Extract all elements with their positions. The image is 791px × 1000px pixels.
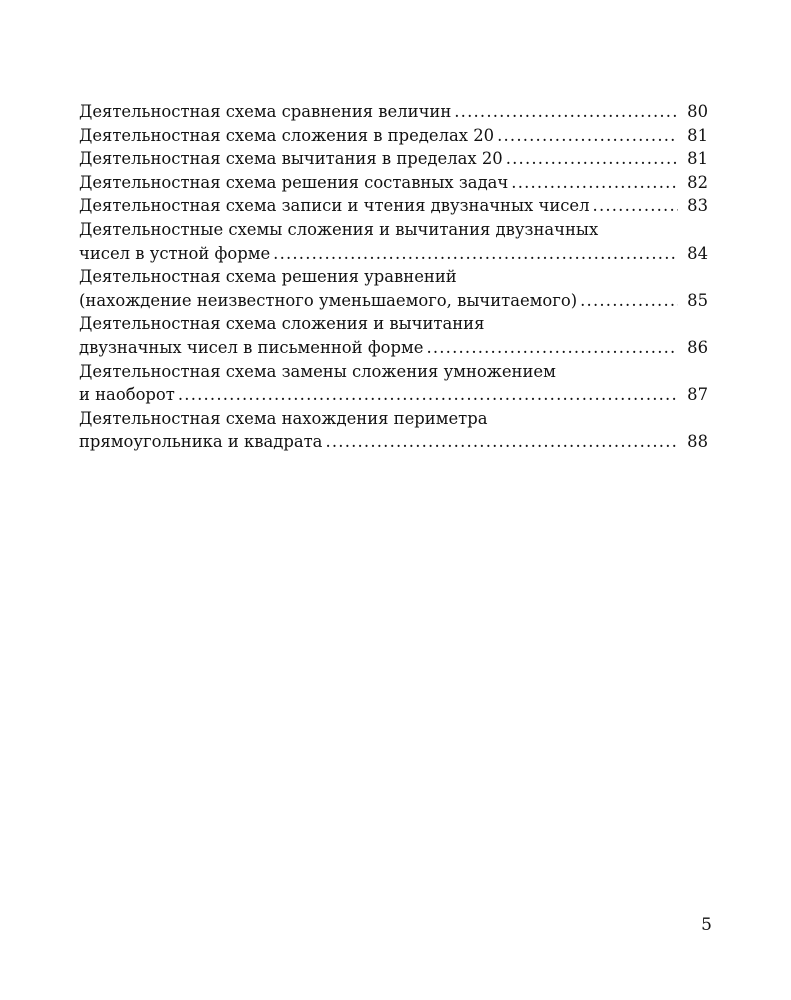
toc-entry-title: Деятельностная схема решения составных задач	[79, 172, 509, 192]
toc-entry-title-line: прямоугольника и квадрата	[79, 432, 323, 452]
toc-entry[interactable]	[79, 312, 708, 359]
toc-entry-page: 84	[687, 243, 708, 263]
toc-entry[interactable]	[79, 147, 708, 171]
toc-entry[interactable]	[79, 218, 708, 265]
toc-entry-page: 86	[687, 337, 708, 357]
dot-leader	[454, 100, 678, 124]
toc-entry-page: 87	[687, 385, 708, 405]
toc-entry[interactable]	[79, 407, 708, 454]
toc-entry[interactable]	[79, 360, 708, 407]
toc-entry-title: Деятельностная схема сложения в пределах 20	[79, 125, 495, 145]
toc-entry-page: 85	[687, 290, 708, 310]
toc-entry-title: Деятельностная схема записи и чтения двузначных чисел	[79, 196, 590, 216]
toc-entry-title-line: Деятельностная схема замены сложения умножением	[79, 361, 556, 381]
dot-leader	[426, 336, 678, 360]
toc-entry-page: 82	[687, 172, 708, 192]
toc-entry-title-line: чисел в устной форме	[79, 243, 271, 263]
toc-entry[interactable]	[79, 171, 708, 195]
dot-leader	[593, 194, 678, 218]
toc-entry[interactable]	[79, 194, 708, 218]
dot-leader	[325, 430, 678, 454]
toc-entry-page: 88	[687, 432, 708, 452]
toc-entry-title-line: Деятельностная схема нахождения периметра	[79, 408, 488, 428]
toc-entry-title-line: Деятельностная схема решения уравнений	[79, 267, 457, 287]
dot-leader	[497, 124, 678, 148]
page-number: 5	[701, 915, 712, 935]
toc-entry[interactable]	[79, 100, 708, 124]
dot-leader	[273, 242, 678, 266]
toc-entry-title-line: Деятельностные схемы сложения и вычитания двузначных	[79, 219, 599, 239]
toc-entry-page: 81	[687, 125, 708, 145]
toc-entry-title-line: и наоборот	[79, 385, 175, 405]
toc-entry[interactable]	[79, 124, 708, 148]
toc-entry-title: Деятельностная схема сравнения величин	[79, 102, 452, 121]
table-of-contents	[79, 100, 708, 454]
dot-leader	[506, 147, 678, 171]
toc-entry-title-line: Деятельностная схема сложения и вычитания	[79, 314, 485, 334]
toc-entry-title-line: двузначных чисел в письменной форме	[79, 337, 424, 357]
toc-entry-page: 80	[687, 102, 708, 121]
toc-entry-title-line: (нахождение неизвестного уменьшаемого, вычитаемого)	[79, 290, 578, 310]
toc-entry-page: 83	[687, 196, 708, 216]
dot-leader	[178, 383, 678, 407]
toc-entry-page: 81	[687, 149, 708, 169]
dot-leader	[580, 289, 678, 313]
dot-leader	[511, 171, 678, 195]
toc-entry-title: Деятельностная схема вычитания в пределах 20	[79, 149, 503, 169]
toc-entry[interactable]	[79, 265, 708, 312]
